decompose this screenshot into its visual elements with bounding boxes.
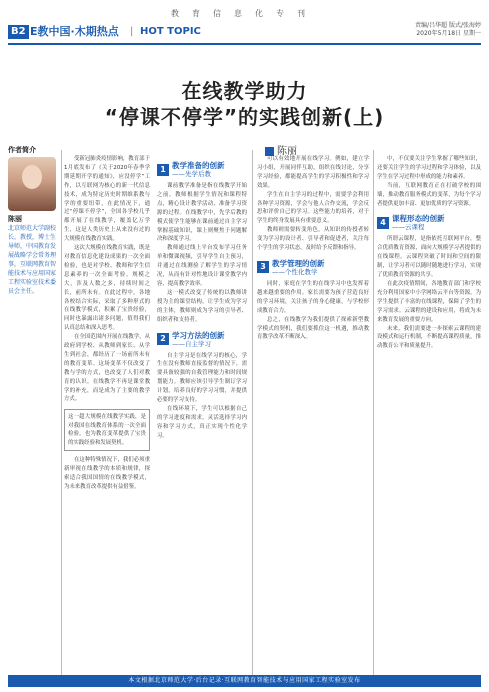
column-divider [61,150,62,675]
section-heading-1 [157,161,247,178]
profile-bio: 北京师范大学副校长，教授，博士生导师，中国教育发展战略学会常务理事，互联网教育智能技术与应用国家工程实验室技术委员会主任。 [8,225,57,295]
paragraph: 当前，互联网教育正在打破学校的围墙，推动教育服务模式的变革，为每个学习者提供更加丰富、更加优质的学习资源。 [377,182,481,207]
author-name: 陈丽 [277,146,297,157]
section-subtitle: ——先学后教 [172,170,211,178]
paragraph: 所谓云课程，是指依托互联网平台，整合优质教育资源，面向大规模学习者提供的在线课程。云课程突破了时间和空间的限制，让学习者可以随时随地进行学习，实现了优质教育资源的共享。 [377,236,481,279]
section-number: 2 [157,333,169,345]
page-footer: 本文根据北京师范大学·后台记录·互联网教育智能技术与应用国家工程实验室发布 [8,675,481,687]
paragraph: 受新冠肺炎疫情影响，教育部于1月底发布了《关于2020年春季学期延期开学的通知》，应没停学”工作，以互联网为核心的新一代信息技术，成为特定历史时期维系教与学的重要纽带，在此情况下，通过“停课不停学”，全国各学校几乎都开展了在线教学，覆盖亿万学生，这是人类历史上从来没有过的大规模在线教育实践。 [64,156,150,243]
column-divider [252,150,253,675]
paragraph: 在此次疫情期间，各地教育部门和学校充分利用国家中小学网络云平台等资源，为学生提供了丰富的在线课程，保障了学生的学习需求。云课程的建设和应用，将成为未来教育发展的重要方向。 [377,280,481,323]
paragraph: 学生在自主学习的过程中，需要学会利用各种学习资源，学会与他人合作交流，学会反思和评价自己的学习。这些能力的培养，对于学生的终身发展具有重要意义。 [257,191,369,225]
paragraph: 在这种特殊情况下，我们必须重新审视在线教学的本质和规律，探索适合我国国情的在线教学模式，为未来教育改革提供有益借鉴。 [64,457,150,491]
article-column-1 [64,155,150,670]
paragraph: 课前教学准备是指在线教学开始之前，教师根据学生情况和课程特点，精心设计教学活动、准备学习资源的过程。在线教学中，先学后教的模式使学生能够在课前通过自主学习掌握基础知识，课上则聚焦于问题解决和深度学习。 [157,183,247,243]
masthead: 教育信息化专刊 [171,9,318,18]
section-subtitle: ——个性化教学 [272,267,318,276]
article-title-line1: 在线教学助力 [181,79,308,103]
paragraph: 同时，家庭在学生的在线学习中也发挥着越来越重要的作用。家长需要为孩子营造良好的学习环境，关注孩子的身心健康，与学校形成教育合力。 [257,280,369,314]
pull-quote-box: 这一超大规模在线教学实践，是对我国在线教育体系的一次全面检验，也为教育变革提供了宝贵的实践经验和发展契机。 [64,409,150,451]
section-title: 课程形态的创新 [392,214,445,224]
section-title: 学习方法的创新 [172,330,225,340]
paragraph: 教师则需要转变角色，从知识的传授者转变为学习的设计者、引导者和促进者，关注每个学生的学习状态，及时给予反馈和指导。 [257,227,369,252]
section-title: 教学管理的创新 [272,258,325,268]
article-column-2 [157,155,247,670]
paragraph: 教师通过线上平台发布学习任务单和微课视频，引导学生自主预习，并通过在线测验了解学生的学习情况，从而有针对性地设计课堂教学内容，提高教学效率。 [157,245,247,287]
article-column-4 [377,155,481,670]
section-title: 教学准备的创新 [172,161,225,170]
article-title-line2: “停课不停学”的实践创新(上) [104,105,385,129]
article-column-3 [257,155,369,670]
section-number: 4 [377,217,389,229]
page-header [8,22,481,45]
paper-name: E教中国·木期热点 [30,25,119,38]
page-code: B2 [8,25,29,39]
paragraph: 这一模式改变了传统的以教师讲授为主的课堂结构，让学生成为学习的主体，教师则成为学习的引导者、组织者和支持者。 [157,289,247,323]
paragraph: 中，不仅要关注学生掌握了哪些知识，还要关注学生的学习过程和学习体验，以及学生在学习过程中形成的能力和素养。 [377,156,481,180]
section-heading-2 [157,331,247,348]
section-heading-4 [377,214,481,231]
header-separator: | [130,26,134,37]
section-subtitle: ——自主学习 [172,339,211,348]
paragraph: 这次大规模在线教育实践，既是对教育信息化建设成果的一次全面检验，也是对学校、教师和学生信息素养的一次全面考验。规模之大，涉及人数之多，持续时间之长，前所未有。在此过程中，各地各校结合实际，采取了多种形式的在线教学模式，积累了宝贵经验，同时也暴露出诸多问题，值得我们认真总结和深入思考。 [64,245,150,332]
editor-credits: 责编/吕华超 版式/张海婷 [415,22,481,29]
paragraph: 在全国范围内开展在线教学，从政府到学校、从教师到家长、从学生到社会，都经历了一场前所未有的教育变革。这场变革不仅改变了教与学的方式，也改变了人们对教育的认识。在线教学不再是课堂教学的补充，而是成为了主要的教学方式。 [64,334,150,403]
section-topic: HOT TOPIC [140,26,201,37]
profile-heading: 作者简介 [8,146,36,154]
profile-name: 陈丽 [8,215,22,223]
column-divider [373,150,374,675]
paragraph: 在线环境下，学生可以根据自己的学习进度和需求，灵活选择学习内容和学习方式，真正实现个性化学习。 [157,405,247,439]
paragraph: 未来，我们需要进一步探索云课程的建设模式和运行机制，不断提高课程质量，推动教育公平和质量提升。 [377,325,481,350]
section-heading-3 [257,259,369,276]
section-number: 1 [157,164,169,176]
paragraph: 可以有效地开展在线学习。例如，建立学习小组，开展同伴互助，组织在线讨论，分享学习经验，都能提高学生的学习积极性和学习效果。 [257,156,369,189]
paragraph: 总之，在线教学为我们提供了探索新型教学模式的契机，我们要抓住这一机遇，推动教育教学改革不断深入。 [257,316,369,341]
issue-date: 2020年5月18日 星期一 [416,30,481,37]
header-meta [415,22,481,38]
section-number: 3 [257,261,269,273]
paragraph: 自主学习是在线学习的核心，学生在没有教师直接监督的情况下，需要具备较强的自我管理能力和时间规划能力。教师应该引导学生制订学习计划，培养良好的学习习惯，并提供必要的学习支持。 [157,352,247,404]
section-subtitle: ——云课程 [392,223,425,232]
author-photo [8,157,56,211]
author-profile [8,145,58,410]
